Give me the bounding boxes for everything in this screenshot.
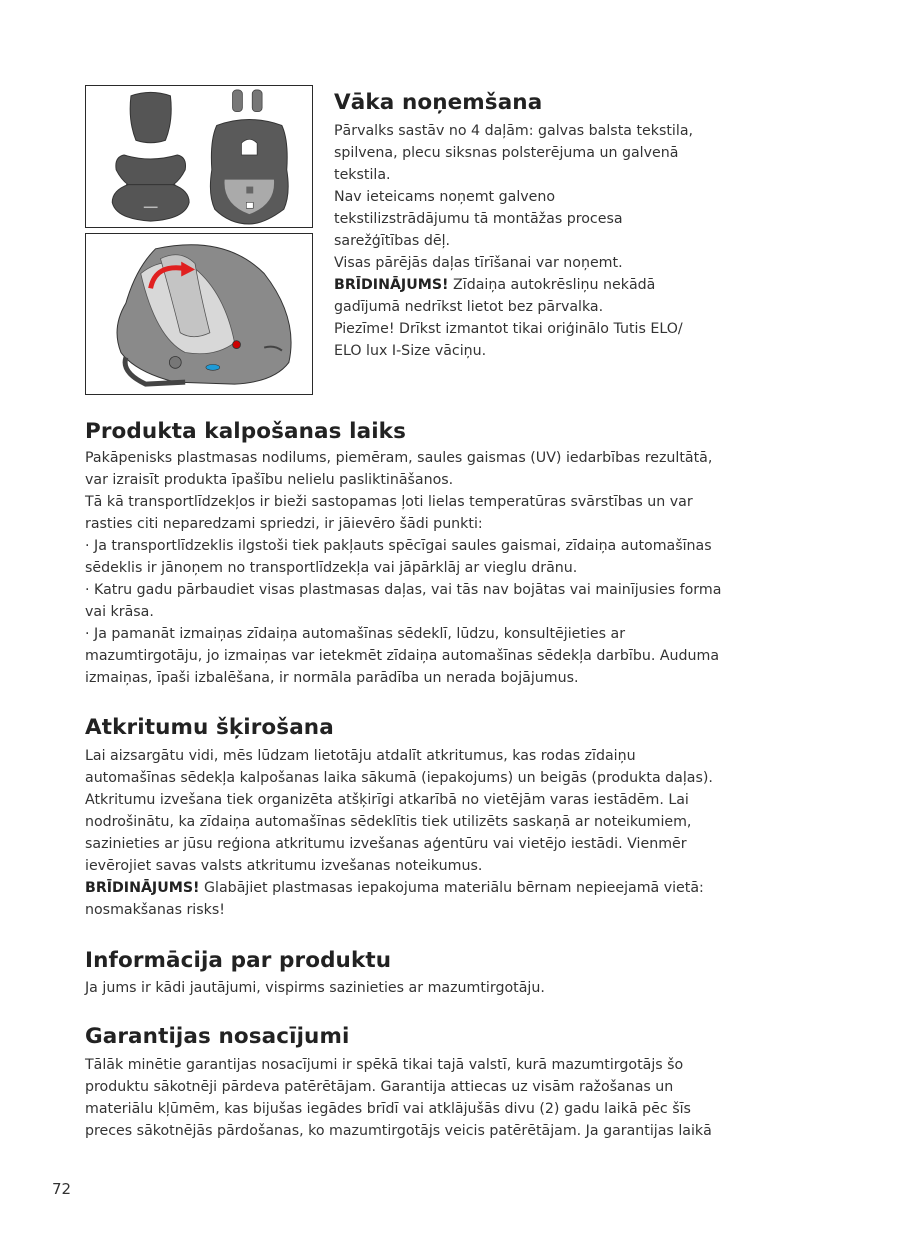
cover-removal-text	[334, 120, 754, 362]
warning-line	[334, 274, 754, 296]
seat-cover-parts-icon	[86, 86, 312, 227]
text-line: automašīnas sēdekļa kalpošanas laika sākumā (iepakojums) un beigās (produkta daļas).	[85, 770, 713, 786]
warning-label: BRĪDINĀJUMS!	[85, 880, 200, 896]
bullet-line: · Ja transportlīdzeklis ilgstoši tiek pakļauts spēcīgai saules gaismai, zīdaiņa automašīnas	[85, 538, 712, 554]
text-line: Pārvalks sastāv no 4 daļām: galvas balsta tekstila,	[334, 123, 694, 139]
text-line: var izraisīt produkta īpašību nelielu pasliktināšanos.	[85, 472, 454, 488]
warning-text: Glabājiet plastmasas iepakojuma materiālu bērnam nepieejamā vietā:	[199, 880, 704, 896]
bullet-line: · Ja pamanāt izmaiņas zīdaiņa automašīnas sēdeklī, lūdzu, konsultējieties ar	[85, 626, 626, 642]
text-line: Ja jums ir kādi jautājumi, vispirms sazinieties ar mazumtirgotāju.	[85, 980, 545, 996]
product-info-text	[85, 977, 815, 999]
seat-cover-removal-icon	[86, 234, 312, 394]
note-line: Piezīme! Drīkst izmantot tikai oriģinālo Tutis ELO/	[334, 321, 683, 337]
waste-sorting-text	[85, 745, 815, 921]
cover-parts-figure	[85, 85, 313, 228]
shoulder-pad-right	[252, 90, 262, 112]
text-line: tekstila.	[334, 167, 391, 183]
text-line: Lai aizsargātu vidi, mēs lūdzam lietotāju atdalīt atkritumus, kas rodas zīdaiņu	[85, 748, 636, 764]
text-line: Tā kā transportlīdzekļos ir bieži sastopamas ļoti lielas temperatūras svārstības un var	[85, 494, 693, 510]
text-line: nodrošinātu, ka zīdaiņa automašīnas sēdeklītis tiek utilizēts saskaņā ar noteikumiem,	[85, 814, 692, 830]
text-line: gadījumā nedrīkst lietot bez pārvalka.	[334, 299, 604, 315]
text-line: produktu sākotnēji pārdeva patērētājam. Garantija attiecas uz visām ražošanas un	[85, 1079, 674, 1095]
text-line: Atkritumu izvešana tiek organizēta atšķirīgi atkarībā no vietējām varas iestādēm. Lai	[85, 792, 689, 808]
warning-text: Zīdaiņa autokrēsliņu nekādā	[448, 277, 656, 293]
section-title-product-lifetime: Produkta kalpošanas laiks	[85, 419, 406, 444]
text-line: Pakāpenisks plastmasas nodilums, piemēram, saules gaismas (UV) iedarbības rezultātā,	[85, 450, 713, 466]
text-line: nosmakšanas risks!	[85, 902, 225, 918]
bullet-line: · Katru gadu pārbaudiet visas plastmasas daļas, vai tās nav bojātas vai mainījusies forma	[85, 582, 722, 598]
text-line: rasties citi neparedzami spriedzi, ir jāievēro šādi punkti:	[85, 516, 483, 532]
warning-line	[85, 877, 815, 899]
buckle	[233, 341, 241, 349]
text-line: mazumtirgotāju, jo izmaiņas var ietekmēt zīdaiņa automašīnas sēdekļa darbību. Auduma	[85, 648, 720, 664]
section-title-product-info: Informācija par produktu	[85, 948, 392, 973]
text-line: vai krāsa.	[85, 604, 154, 620]
text-line: sarežģītības dēļ.	[334, 233, 451, 249]
text-line: Visas pārējās daļas tīrīšanai var noņemt.	[334, 255, 623, 271]
release-button	[206, 364, 220, 370]
section-title-waste-sorting: Atkritumu šķirošana	[85, 715, 334, 740]
text-line: ievērojiet savas valsts atkritumu izvešanas noteikumus.	[85, 858, 483, 874]
text-line: spilvena, plecu siksnas polsterējuma un galvenā	[334, 145, 679, 161]
text-line: tekstilizstrādājumu tā montāžas procesa	[334, 211, 623, 227]
text-line: sazinieties ar jūsu reģiona atkritumu izvešanas aģentūru vai vietējo iestādi. Vienmēr	[85, 836, 687, 852]
section-title-warranty: Garantijas nosacījumi	[85, 1024, 350, 1049]
note-line: ELO lux I-Size vāciņu.	[334, 343, 487, 359]
warning-label: BRĪDINĀJUMS!	[334, 277, 449, 293]
warranty-text	[85, 1054, 815, 1142]
seat-cover-removal-figure	[85, 233, 313, 395]
seat-cushion	[112, 155, 189, 221]
text-line: preces sākotnējās pārdošanas, ko mazumtirgotājs veicis patērētājam. Ja garantijas laikā	[85, 1123, 712, 1139]
shoulder-pad-left	[233, 90, 243, 112]
text-line: izmaiņas, īpaši izbalēšana, ir normāla parādība un nerada bojājumus.	[85, 670, 579, 686]
text-line: sēdeklis ir jānoņem no transportlīdzekļa vai jāpārklāj ar vieglu drānu.	[85, 560, 578, 576]
product-lifetime-text	[85, 447, 815, 689]
text-line: materiālu kļūmēm, kas bijušas iegādes brīdī vai atklājušās divu (2) gadu laikā pēc šīs	[85, 1101, 691, 1117]
text-line: Nav ieteicams noņemt galveno	[334, 189, 556, 205]
headrest-textile	[130, 92, 171, 142]
text-line: Tālāk minētie garantijas nosacījumi ir spēkā tikai tajā valstī, kurā mazumtirgotājs šo	[85, 1057, 684, 1073]
page-number: 72	[52, 1180, 72, 1198]
section-title-cover-removal: Vāka noņemšana	[334, 90, 543, 115]
